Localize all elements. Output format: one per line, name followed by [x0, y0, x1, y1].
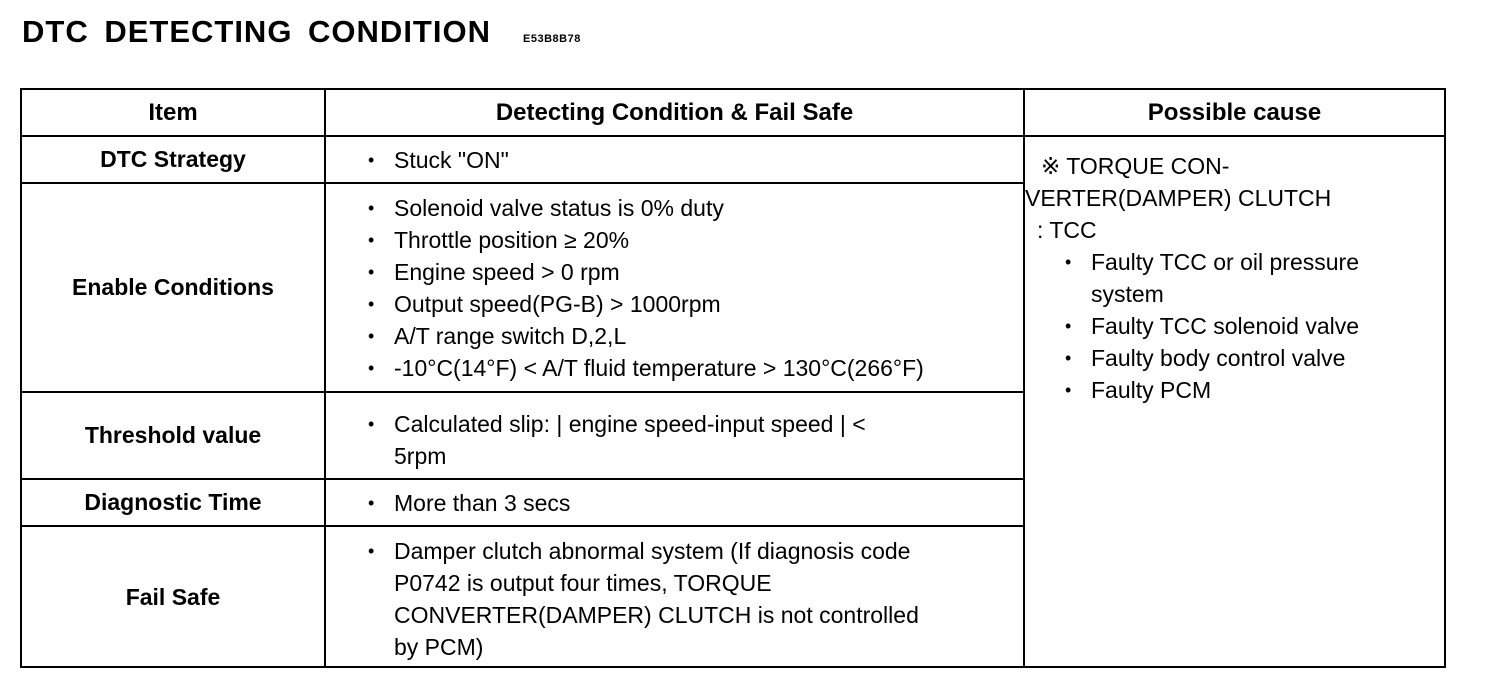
condition-enable-conditions: [326, 192, 1023, 384]
cause-heading-line-2: VERTER(DAMPER) CLUTCH: [1025, 185, 1332, 211]
condition-bullet: • Stuck "ON": [368, 144, 1023, 176]
condition-bullet: • -10°C(14°F) < A/T fluid temperature > 130°C(266°F): [368, 352, 1023, 384]
condition-bullet: • Throttle position ≥ 20%: [368, 224, 1023, 256]
header-item: Item: [148, 98, 198, 126]
row-item-enable-conditions: Enable Conditions: [72, 274, 274, 300]
cause-item: • Faulty PCM: [1065, 374, 1444, 406]
row-item-dtc-strategy: DTC Strategy: [100, 146, 246, 172]
cause-list: [1025, 246, 1444, 406]
possible-cause-cell: [1025, 150, 1444, 406]
condition-bullet: • Solenoid valve status is 0% duty: [368, 192, 1023, 224]
condition-dtc-strategy: [326, 144, 1023, 176]
condition-bullet: • Engine speed > 0 rpm: [368, 256, 1023, 288]
condition-bullet: • Output speed(PG-B) > 1000rpm: [368, 288, 1023, 320]
dtc-condition-table: [20, 88, 1446, 668]
condition-bullet: • A/T range switch D,2,L: [368, 320, 1023, 352]
condition-bullet: • Calculated slip: | engine speed-input speed | < 5rpm: [368, 408, 886, 472]
row-item-diagnostic-time: Diagnostic Time: [84, 489, 262, 515]
condition-threshold-value: [326, 408, 886, 472]
header-cause: Possible cause: [1147, 98, 1322, 126]
condition-diagnostic-time: [326, 487, 1023, 519]
title-row: [22, 14, 581, 50]
page-title: DTC DETECTING CONDITION: [22, 14, 491, 49]
cause-item: • Faulty body control valve: [1065, 342, 1444, 374]
cause-heading-line-3: : TCC: [1037, 217, 1097, 243]
cause-item: • Faulty TCC solenoid valve: [1065, 310, 1444, 342]
condition-bullet: • More than 3 secs: [368, 487, 1023, 519]
header-condition: Detecting Condition & Fail Safe: [495, 98, 854, 126]
row-item-threshold-value: Threshold value: [84, 422, 262, 448]
row-item-fail-safe: Fail Safe: [125, 584, 221, 610]
condition-bullet: • Damper clutch abnormal system (If diagnosis code P0742 is output four times, TORQUE CONVERTER(DAMPER) CLUTCH is not controlled by PCM): [368, 535, 926, 663]
cause-item: • Faulty TCC or oil pressure system: [1065, 246, 1411, 310]
condition-fail-safe: [326, 535, 926, 663]
cause-heading-line-1: ※ TORQUE CON-: [1041, 153, 1230, 179]
document-code: E53B8B78: [523, 33, 581, 45]
